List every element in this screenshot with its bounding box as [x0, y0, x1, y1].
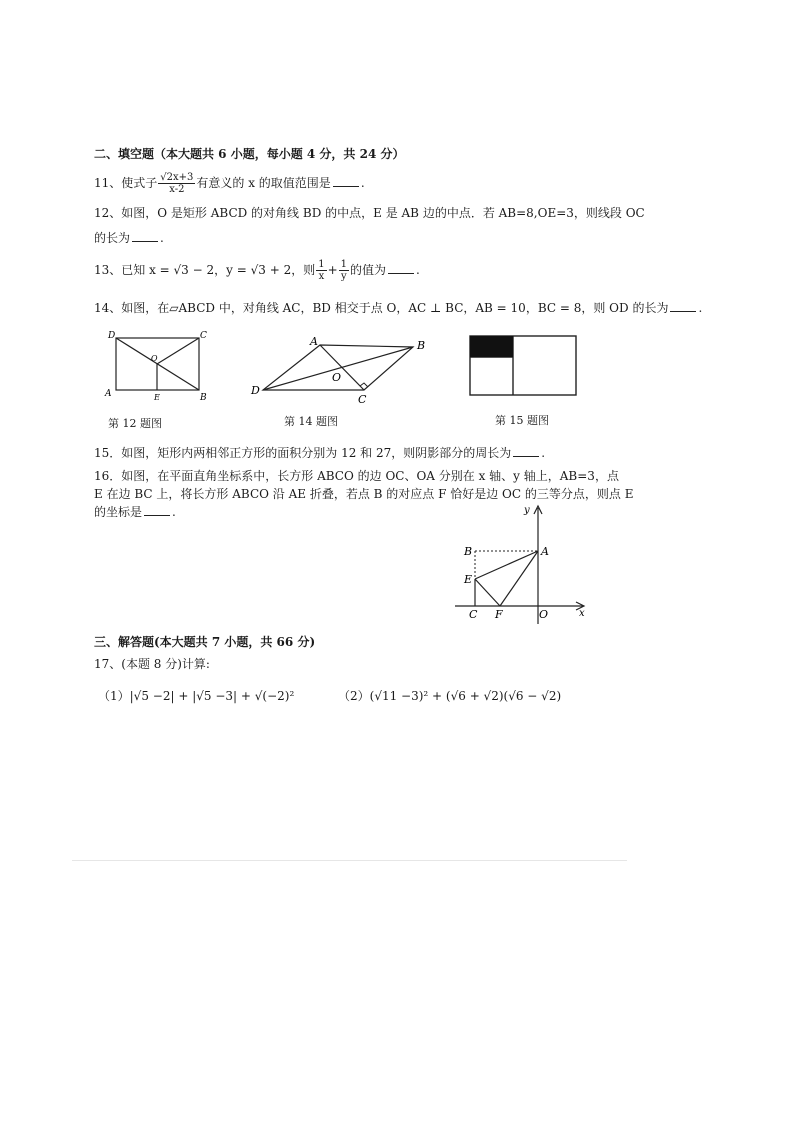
fig16-label-f: F [495, 608, 503, 621]
fig16-label-a: A [541, 545, 549, 558]
answer-blank[interactable] [144, 505, 170, 516]
q13-f2-den: y [341, 271, 347, 282]
fig16-label-c: C [469, 608, 478, 621]
q13-fraction-1 [316, 259, 326, 282]
q11-prefix: 11、使式子 [94, 176, 158, 190]
fig16-label-e: E [464, 573, 473, 586]
fig14-label-c: C [358, 393, 367, 404]
q11-numerator: √2x+3 [160, 172, 194, 183]
q13-f1-den: x [318, 271, 325, 282]
fig16-label-b: B [464, 545, 473, 558]
fig14-label-o: O [332, 371, 342, 384]
question-13 [94, 259, 420, 282]
q15-end: . [541, 446, 546, 460]
question-12-line2 [94, 230, 164, 246]
section-2-heading: 二、填空题（本大题共 6 小题，每小题 4 分，共 24 分） [94, 147, 405, 161]
question-17-part-1: （1）|√5 −2| + |√5 −3| + √(−2)² [98, 689, 295, 703]
answer-blank[interactable] [670, 301, 696, 312]
q12-line2-prefix: 的长为 [94, 231, 131, 245]
q14-end: . [698, 301, 703, 315]
fig12-label-o: O [151, 354, 158, 363]
segment-ef [475, 579, 500, 606]
q13-f2-num: 1 [340, 259, 348, 270]
fig16-label-x: x [579, 608, 585, 619]
fig12-label-c: C [200, 331, 207, 341]
q13-fraction-2 [339, 259, 349, 282]
page-separator [72, 860, 627, 861]
figure-15 [468, 334, 580, 398]
fig16-label-y: y [524, 505, 530, 516]
q16-line3-prefix: 的坐标是 [94, 505, 143, 519]
figure-16 [455, 500, 595, 625]
shaded-region [470, 336, 513, 357]
q13-f1-num: 1 [318, 259, 325, 270]
answer-blank[interactable] [132, 231, 158, 242]
answer-blank[interactable] [388, 263, 414, 274]
q11-fraction [158, 172, 195, 195]
q16-end: . [172, 505, 176, 519]
figure-14 [250, 332, 435, 404]
question-17-part-2: （2）(√11 −3)² + (√6 + √2)(√6 − √2) [338, 689, 562, 703]
fig16-label-o: O [539, 608, 549, 621]
question-12-line1: 12、如图，O 是矩形 ABCD 的对角线 BD 的中点，E 是 AB 边的中点．若 AB=8,OE=3，则线段 OC [94, 206, 645, 220]
fig12-label-d: D [108, 331, 116, 341]
figure-15-caption: 第 15 题图 [495, 414, 549, 427]
section-3-heading: 三、解答题(本大题共 7 小题，共 66 分) [94, 635, 316, 649]
q13-plus: + [327, 263, 338, 277]
fig12-label-b: B [200, 393, 207, 403]
q11-denominator: x-2 [169, 184, 185, 195]
fig14-label-b: B [417, 339, 426, 352]
q14-text: 14、如图，在▱ABCD 中，对角线 AC，BD 相交于点 O，AC ⊥ BC，AB = 10，BC = 8，则 OD 的长为 [94, 301, 669, 315]
question-16-line3 [94, 504, 176, 520]
question-11 [94, 172, 365, 195]
fig14-label-a: A [310, 335, 318, 348]
q13-end: . [416, 263, 420, 277]
fig12-label-e: E [154, 393, 160, 402]
segment-oc [157, 338, 199, 364]
question-15 [94, 445, 545, 461]
q11-suffix: 有意义的 x 的取值范围是 [196, 176, 331, 190]
q12-end: . [160, 231, 164, 245]
q15-text: 15．如图，矩形内两相邻正方形的面积分别为 12 和 27，则阴影部分的周长为 [94, 446, 512, 460]
question-16-line2: E 在边 BC 上，将长方形 ABCO 沿 AE 折叠，若点 B 的对应点 F 恰好是边 OC 的三等分点，则点 E [94, 487, 634, 501]
answer-blank[interactable] [333, 176, 359, 187]
q13-suffix: 的值为 [350, 263, 387, 277]
question-14 [94, 300, 702, 316]
figure-12 [100, 328, 215, 403]
figure-12-caption: 第 12 题图 [108, 417, 162, 430]
fig14-label-d: D [251, 384, 260, 397]
figure-14-caption: 第 14 题图 [284, 415, 338, 428]
q11-end: . [360, 176, 365, 190]
question-16-line1: 16．如图，在平面直角坐标系中，长方形 ABCO 的边 OC、OA 分别在 x 轴、y 轴上，AB=3，点 [94, 469, 619, 483]
fig12-label-a: A [105, 389, 112, 399]
question-17-title: 17、(本题 8 分)计算: [94, 657, 210, 671]
q13-prefix: 13、已知 x = √3 − 2，y = √3 + 2，则 [94, 263, 316, 277]
answer-blank[interactable] [513, 446, 539, 457]
